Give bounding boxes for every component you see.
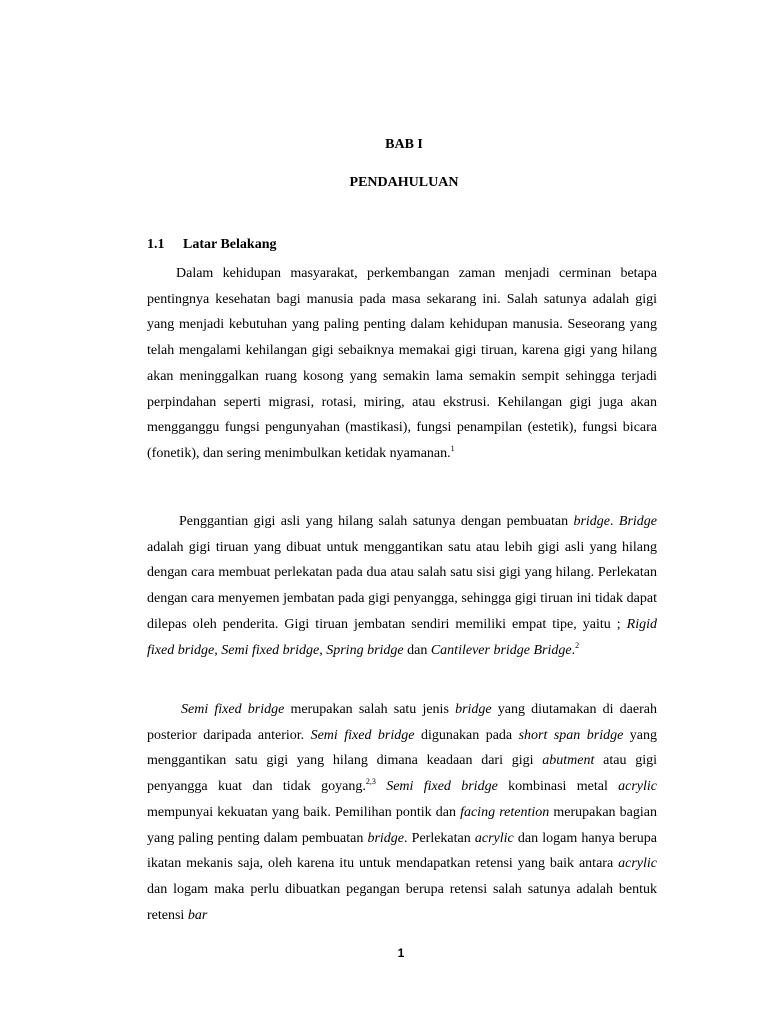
paragraph-3-text: dan logam hanya berupa ikatan mekanis saja, oleh karena itu untuk mendapatkan retensi yang baik antara <box>147 830 657 872</box>
citation-ref: 2 <box>575 640 580 650</box>
italic-term: Cantilever bridge Bridge <box>430 642 572 658</box>
italic-term: short span bridge <box>518 727 624 743</box>
paragraph-3-text: dan logam maka perlu dibuatkan pegangan berupa retensi salah satunya adalah bentuk retensi <box>147 881 657 923</box>
italic-term: Rigid fixed bridge, Semi fixed bridge, Spring bridge <box>147 616 657 658</box>
italic-term: Semi fixed bridge <box>181 702 285 717</box>
italic-term: Semi fixed bridge <box>310 727 415 743</box>
italic-term: Semi fixed bridge <box>386 779 498 795</box>
paragraph-3 <box>147 697 657 928</box>
italic-term: facing retention <box>460 804 550 820</box>
italic-term: acrylic <box>618 856 657 872</box>
citation-ref: 2,3 <box>365 777 376 787</box>
paragraph-2-text: . <box>610 514 619 529</box>
paragraph-2 <box>147 509 657 663</box>
paragraph-2-text: adalah gigi tiruan yang dibuat untuk menggantikan satu atau lebih gigi asli yang hilang dengan cara membuat perlekatan pada dua atau salah satu sisi gigi yang hilang. Perlekatan dengan cara menyemen jembatan pada gigi penyangga, sehingga gigi tiruan ini tidak dapat dilepas oleh penderita. Gigi tiruan jembatan sendiri memiliki empat tipe, yaitu ; <box>147 539 657 632</box>
italic-term: bridge <box>455 702 492 717</box>
paragraph-3-text: digunakan pada <box>414 727 519 743</box>
italic-term: acrylic <box>474 830 514 846</box>
chapter-title: PENDAHULUAN <box>349 175 459 190</box>
section-heading <box>147 237 276 253</box>
italic-term: bridge <box>367 830 405 846</box>
paragraph-3-text: mempunyai kekuatan yang baik. Pemilihan pontik dan <box>147 804 461 820</box>
paragraph-3-text: kombinasi metal <box>497 779 619 795</box>
citation-ref: 1 <box>450 443 455 453</box>
paragraph-1 <box>147 261 657 467</box>
paragraph-1-text: Dalam kehidupan masyarakat, perkembangan zaman menjadi cerminan betapa pentingnya kesehatan bagi manusia pada masa sekarang ini. Salah satunya adalah gigi yang menjadi kebutuhan yang paling penting dalam kehidupan manusia. Seseorang yang telah mengalami kehilangan gigi sebaiknya memakai gigi tiruan, karena gigi yang hilang akan meninggalkan ruang kosong yang semakin lama semakin sempit sehingga terjadi perpindahan seperti migrasi, rotasi, miring, atau ekstrusi. Kehilangan gigi juga akan mengganggu fungsi pengunyahan (mastikasi), fungsi penampilan (estetik), fungsi bicara (fonetik), dan sering menimbulkan ketidak nyamanan. <box>147 266 657 461</box>
paragraph-3-text: atau gigi penyangga kuat dan tidak goyang. <box>147 753 657 795</box>
paragraph-3-text: merupakan bagian yang paling penting dalam pembuatan <box>147 804 657 846</box>
italic-term: Bridge <box>618 514 658 529</box>
paragraph-3-text <box>376 779 386 794</box>
chapter-number: BAB I <box>385 137 423 152</box>
italic-term: bar <box>187 907 208 923</box>
italic-term: abutment <box>542 753 595 769</box>
page-number: 1 <box>397 946 405 960</box>
paragraph-3-text: merupakan salah satu jenis <box>284 702 456 717</box>
section-title: Latar Belakang <box>183 237 277 252</box>
paragraph-3-text: yang menggantikan satu gigi yang hilang dimana keadaan dari gigi <box>147 727 657 769</box>
paragraph-2-text: Penggantian gigi asli yang hilang salah satunya dengan pembuatan <box>179 514 574 529</box>
section-number: 1.1 <box>147 237 165 252</box>
paragraph-3-text: yang diutamakan di daerah posterior daripada anterior. <box>147 702 657 743</box>
paragraph-2-text: . <box>571 642 576 658</box>
paragraph-3-text: . Perlekatan <box>404 830 475 846</box>
italic-term: bridge <box>573 514 611 529</box>
italic-term: acrylic <box>618 779 658 795</box>
paragraph-2-text: dan <box>403 642 431 658</box>
